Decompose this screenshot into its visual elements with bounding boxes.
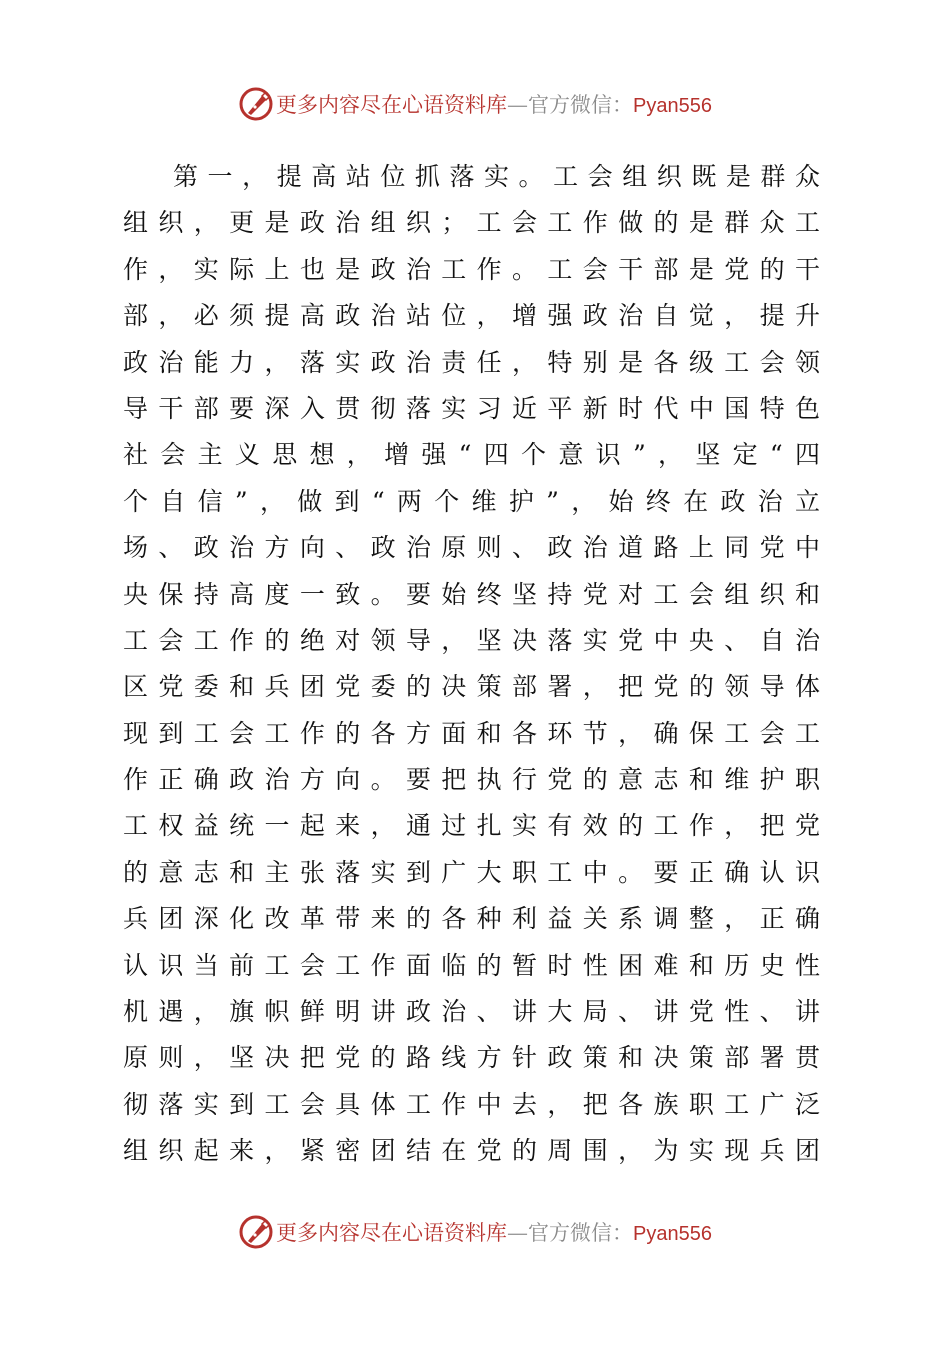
text-line: 兵团深化改革带来的各种利益关系调整，正确 <box>123 904 820 934</box>
text-line: 社会主义思想，增强“四个意识”，坚定“四 <box>123 440 820 470</box>
text-line: 的意志和主张落实到广大职工中。要正确认识 <box>123 857 820 887</box>
text-line: 组织，更是政治组织；工会工作做的是群众工 <box>123 208 820 238</box>
text-line: 现到工会工作的各方面和各环节，确保工会工 <box>123 718 820 748</box>
text-line: 部，必须提高政治站位，增强政治自觉，提升 <box>123 301 820 331</box>
body-paragraph <box>123 154 820 1175</box>
banner-separator: — <box>507 93 529 117</box>
text-line: 导干部要深入贯彻落实习近平新时代中国特色 <box>123 393 820 423</box>
banner-label: 官方微信： <box>528 93 634 117</box>
banner-main-text: 更多内容尽在心语资料库 <box>276 1221 508 1245</box>
text-line: 央保持高度一致。要始终坚持党对工会组织和 <box>123 579 820 609</box>
text-line: 个自信”，做到“两个维护”，始终在政治立 <box>123 486 820 516</box>
text-line: 区党委和兵团党委的决策部署，把党的领导体 <box>123 672 820 702</box>
banner-wechat-id: Pyan556 <box>633 95 712 117</box>
header-banner <box>0 84 950 124</box>
pen-nib-logo-icon <box>238 86 274 122</box>
pen-nib-logo-icon <box>238 1214 274 1250</box>
text-line: 工权益统一起来，通过扎实有效的工作，把党 <box>123 811 820 841</box>
text-line: 组织起来，紧密团结在党的周围，为实现兵团 <box>123 1136 820 1166</box>
text-line: 作正确政治方向。要把执行党的意志和维护职 <box>123 765 820 795</box>
text-line: 原则，坚决把党的路线方针政策和决策部署贯 <box>123 1043 820 1073</box>
text-line: 场、政治方向、政治原则、政治道路上同党中 <box>123 533 820 563</box>
text-line: 第一，提高站位抓落实。工会组织既是群众 <box>173 162 820 191</box>
text-line: 彻落实到工会具体工作中去，把各族职工广泛 <box>123 1089 820 1119</box>
text-line: 作，实际上也是政治工作。工会干部是党的干 <box>123 254 820 284</box>
footer-banner <box>0 1212 950 1252</box>
text-line: 政治能力，落实政治责任，特别是各级工会领 <box>123 347 820 377</box>
text-line: 认识当前工会工作面临的暂时性困难和历史性 <box>123 950 820 980</box>
banner-wechat-id: Pyan556 <box>633 1223 712 1245</box>
banner-main-text: 更多内容尽在心语资料库 <box>276 93 508 117</box>
banner-separator: — <box>507 1221 529 1245</box>
text-line: 工会工作的绝对领导，坚决落实党中央、自治 <box>123 625 820 655</box>
text-line: 机遇，旗帜鲜明讲政治、讲大局、讲党性、讲 <box>123 997 820 1027</box>
banner-label: 官方微信： <box>528 1221 634 1245</box>
